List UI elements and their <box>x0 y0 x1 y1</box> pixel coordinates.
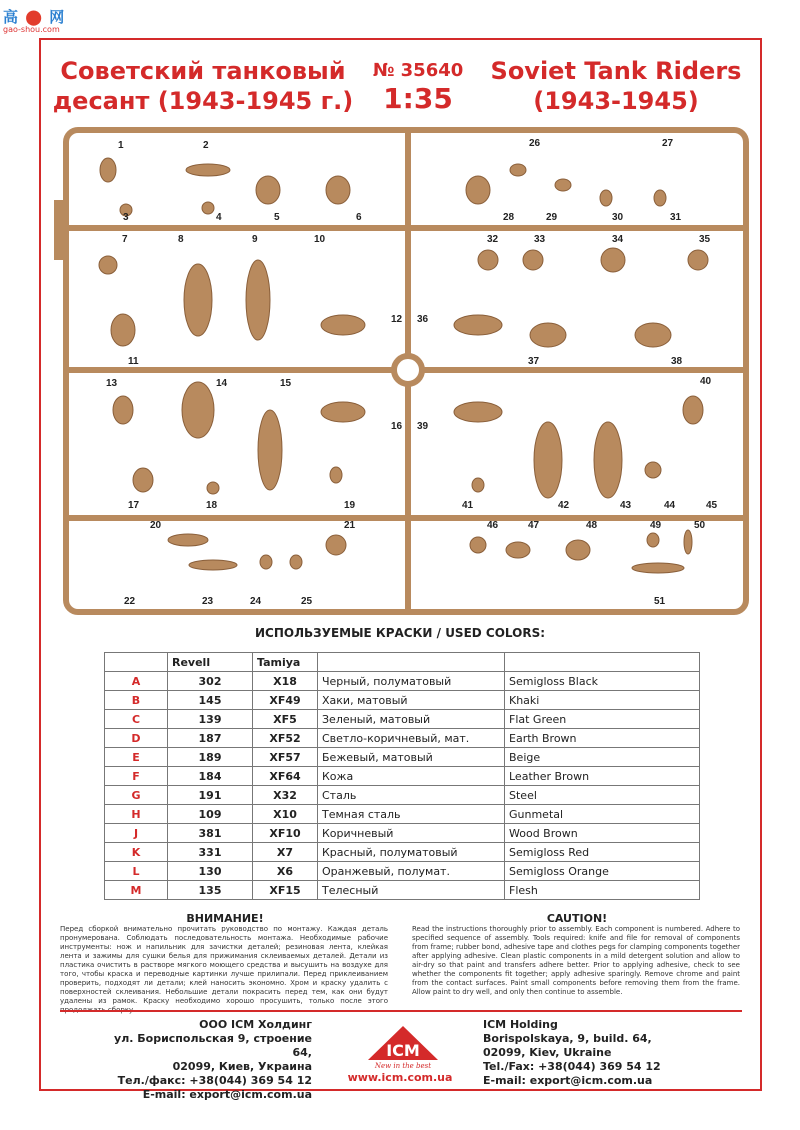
part-number-label: 3 <box>123 212 129 223</box>
part-number-label: 17 <box>128 500 140 511</box>
figure-part <box>645 462 661 478</box>
part-number-label: 7 <box>122 234 128 245</box>
color-cell-en: Earth Brown <box>505 729 700 748</box>
color-cell-tamiya: X6 <box>253 862 318 881</box>
part-number-label: 45 <box>706 500 718 511</box>
part-number-label: 47 <box>528 520 540 531</box>
part-number-label: 46 <box>487 520 499 531</box>
footer-divider <box>60 1010 742 1012</box>
color-cell-tamiya: X32 <box>253 786 318 805</box>
part-number-label: 40 <box>700 376 712 387</box>
figure-part <box>530 323 566 347</box>
color-cell-ru: Зеленый, матовый <box>318 710 505 729</box>
figure-part <box>168 534 208 546</box>
figure-part <box>470 537 486 553</box>
part-number-label: 36 <box>417 314 429 325</box>
color-cell-code: B <box>105 691 168 710</box>
figure-part <box>246 260 270 340</box>
title-ru-line-2: десант (1943-1945 г.) <box>52 87 354 115</box>
color-cell-ru: Телесный <box>318 881 505 900</box>
figure-part <box>186 164 230 176</box>
color-cell-code: F <box>105 767 168 786</box>
color-row <box>105 767 700 786</box>
color-cell-ru: Светло-коричневый, мат. <box>318 729 505 748</box>
figure-part <box>290 555 302 569</box>
part-number-label: 13 <box>106 378 118 389</box>
figure-part <box>472 478 484 492</box>
col-code <box>105 653 168 672</box>
address-en-line: Borispolskaya, 9, build. 64, <box>483 1032 652 1045</box>
sprue-diagram <box>48 120 758 620</box>
color-cell-tamiya: XF5 <box>253 710 318 729</box>
color-cell-tamiya: XF15 <box>253 881 318 900</box>
color-cell-tamiya: X7 <box>253 843 318 862</box>
color-row <box>105 881 700 900</box>
part-number-label: 2 <box>203 140 209 151</box>
address-en-line: Tel./Fax: +38(044) 369 54 12 <box>483 1060 661 1073</box>
figure-part <box>454 315 502 335</box>
color-cell-code: C <box>105 710 168 729</box>
part-number-label: 43 <box>620 500 632 511</box>
figure-part <box>566 540 590 560</box>
part-number-label: 12 <box>391 314 403 325</box>
color-cell-code: D <box>105 729 168 748</box>
title-ru-line-1: Советский танковый <box>60 57 346 85</box>
figure-part <box>594 422 622 498</box>
website-link[interactable]: www.icm.com.ua <box>347 1071 453 1084</box>
figure-part <box>133 468 153 492</box>
address-ru-line: ООО ICM Холдинг <box>199 1018 312 1031</box>
ru-caution-text: Перед сборкой внимательно прочитать руководство по монтажу. Каждая деталь пронумерована. Соблюдать последовательность монтажа. Необходимые рабочие инструменты: нож и напильник для зачистки деталей; резиновая лента, клейкая лента и зажимы для сушки белья для прижимания склеиваемых деталей. Детали из пластика очистить в растворе мягкого моющего средства и высушить на воздухе для того, чтобы краска и переводные картинки лучше прилипали. Перед приклеиванием проверить, подходят ли детали; клей наносить экономно. Хром и краску удалить с поверхностей склеивания. Небольшие детали покрасить перед тем, как они будут удалены из рамок. Краску необходимо хорошо просушить, только после этого <box>60 925 388 1005</box>
part-number-label: 8 <box>178 234 184 245</box>
figure-part <box>207 482 219 494</box>
sprue-center-ring <box>394 356 422 384</box>
en-caution-title: CAUTION! <box>546 912 608 925</box>
part-number-label: 5 <box>274 212 280 223</box>
part-number-label: 42 <box>558 500 570 511</box>
part-number-label: 34 <box>612 234 624 245</box>
color-row <box>105 786 700 805</box>
part-number-label: 39 <box>417 421 429 432</box>
color-cell-revell: 145 <box>168 691 253 710</box>
en-caution-text: Read the instructions thoroughly prior to assembly. Each component is numbered. Adhere to specified sequence of assembly. Tools required: knife and file for removal of components from frame; rubber bond, adhesive tape and clothes pegs for clamping components together after applying adhesive. Clean plastic components in a mild detergent solution and allow to air-dry so that paint and transfers adhere better. Prior to applying adhesive, check to see whether the components fit together; apply adhesive sparingly. Remove chrome and paint from the contact surfaces. Paint small components before removing them from the frame. Allow paint to dry well, and only then continue to assemble. <box>412 925 740 996</box>
color-cell-code: H <box>105 805 168 824</box>
col-en <box>505 653 700 672</box>
figure-part <box>683 396 703 424</box>
part-number-label: 38 <box>671 356 683 367</box>
color-cell-revell: 109 <box>168 805 253 824</box>
part-number-label: 1 <box>118 140 124 151</box>
part-number-label: 21 <box>344 520 356 531</box>
figure-part <box>632 563 684 573</box>
figure-part <box>99 256 117 274</box>
color-cell-code: G <box>105 786 168 805</box>
color-cell-tamiya: X10 <box>253 805 318 824</box>
part-number-label: 25 <box>301 596 313 607</box>
color-cell-code: E <box>105 748 168 767</box>
col-tamiya: Tamiya <box>253 653 318 672</box>
address-en-line: E-mail: export@icm.com.ua <box>483 1074 653 1087</box>
watermark-char-1: 高 <box>3 8 20 26</box>
color-cell-code: A <box>105 672 168 691</box>
figure-part <box>321 402 365 422</box>
color-cell-revell: 302 <box>168 672 253 691</box>
icm-logo <box>358 1020 448 1070</box>
part-number-label: 9 <box>252 234 258 245</box>
part-number-label: 31 <box>670 212 682 223</box>
part-number-label: 29 <box>546 212 558 223</box>
title-russian <box>48 56 358 116</box>
figure-part <box>600 190 612 206</box>
color-cell-en: Steel <box>505 786 700 805</box>
part-number-label: 50 <box>694 520 706 531</box>
color-cell-ru: Хаки, матовый <box>318 691 505 710</box>
part-number-label: 26 <box>529 138 541 149</box>
title-en-line-2: (1943-1945) <box>533 87 699 115</box>
title-english <box>482 56 750 116</box>
part-number-label: 28 <box>503 212 515 223</box>
col-revell: Revell <box>168 653 253 672</box>
figure-part <box>258 410 282 490</box>
color-cell-en: Semigloss Orange <box>505 862 700 881</box>
color-cell-tamiya: XF10 <box>253 824 318 843</box>
part-number-label: 24 <box>250 596 262 607</box>
color-cell-en: Gunmetal <box>505 805 700 824</box>
color-row <box>105 748 700 767</box>
figure-part <box>184 264 212 336</box>
figure-part <box>189 560 237 570</box>
color-cell-tamiya: XF57 <box>253 748 318 767</box>
figure-part <box>555 179 571 191</box>
figure-part <box>684 530 692 554</box>
color-cell-revell: 135 <box>168 881 253 900</box>
part-number-label: 6 <box>356 212 362 223</box>
color-cell-tamiya: X18 <box>253 672 318 691</box>
part-number-label: 16 <box>391 421 403 432</box>
part-number-label: 19 <box>344 500 356 511</box>
figure-part <box>635 323 671 347</box>
part-number-label: 22 <box>124 596 136 607</box>
address-ru-line: Тел./факс: +38(044) 369 54 12 <box>117 1074 312 1087</box>
part-number-label: 11 <box>128 356 139 367</box>
part-number-label: 4 <box>216 212 222 223</box>
figure-part <box>466 176 490 204</box>
part-number-label: 30 <box>612 212 624 223</box>
color-cell-en: Beige <box>505 748 700 767</box>
figure-part <box>182 382 214 438</box>
figure-part <box>534 422 562 498</box>
color-row <box>105 710 700 729</box>
color-cell-code: L <box>105 862 168 881</box>
color-cell-revell: 331 <box>168 843 253 862</box>
figure-part <box>326 535 346 555</box>
color-cell-en: Flesh <box>505 881 700 900</box>
watermark-char-2: 网 <box>49 8 66 26</box>
color-cell-ru: Коричневый <box>318 824 505 843</box>
figure-part <box>601 248 625 272</box>
catalog-number: № 35640 <box>372 60 464 81</box>
color-cell-revell: 189 <box>168 748 253 767</box>
color-cell-ru: Оранжевый, полумат. <box>318 862 505 881</box>
scale-label: 1:35 <box>383 82 453 115</box>
color-cell-en: Semigloss Black <box>505 672 700 691</box>
colors-table <box>104 652 700 900</box>
figure-part <box>202 202 214 214</box>
figure-part <box>321 315 365 335</box>
part-number-label: 48 <box>586 520 598 531</box>
color-cell-ru: Бежевый, матовый <box>318 748 505 767</box>
figure-part <box>654 190 666 206</box>
logo-text: ICM <box>386 1041 420 1060</box>
figure-part <box>506 542 530 558</box>
address-ru-line: ул. Бориспольская 9, строение 64, <box>114 1032 312 1059</box>
colors-title: ИСПОЛЬЗУЕМЫЕ КРАСКИ / USED COLORS: <box>254 626 546 640</box>
address-en-line: ICM Holding <box>483 1018 558 1031</box>
sprue-tab <box>54 200 66 260</box>
part-number-label: 18 <box>206 500 218 511</box>
address-russian <box>100 1018 312 1102</box>
figure-part <box>100 158 116 182</box>
color-cell-code: J <box>105 824 168 843</box>
color-cell-en: Khaki <box>505 691 700 710</box>
color-row <box>105 729 700 748</box>
color-cell-revell: 191 <box>168 786 253 805</box>
color-cell-revell: 187 <box>168 729 253 748</box>
title-en-line-1: Soviet Tank Riders <box>490 57 742 85</box>
figure-part <box>256 176 280 204</box>
color-cell-code: M <box>105 881 168 900</box>
color-cell-revell: 184 <box>168 767 253 786</box>
figure-part <box>647 533 659 547</box>
figure-part <box>454 402 502 422</box>
figure-part <box>260 555 272 569</box>
color-cell-revell: 139 <box>168 710 253 729</box>
color-cell-ru: Сталь <box>318 786 505 805</box>
part-number-label: 49 <box>650 520 662 531</box>
part-number-label: 15 <box>280 378 292 389</box>
color-row <box>105 843 700 862</box>
color-cell-ru: Черный, полуматовый <box>318 672 505 691</box>
color-row <box>105 805 700 824</box>
part-number-label: 37 <box>528 356 540 367</box>
color-row <box>105 824 700 843</box>
color-cell-en: Flat Green <box>505 710 700 729</box>
part-number-label: 20 <box>150 520 162 531</box>
figure-part <box>326 176 350 204</box>
part-number-label: 23 <box>202 596 214 607</box>
figure-part <box>478 250 498 270</box>
figure-part <box>523 250 543 270</box>
address-en-line: 02099, Kiev, Ukraine <box>483 1046 612 1059</box>
ru-caution-title: ВНИМАНИЕ! <box>186 912 264 925</box>
part-number-label: 44 <box>664 500 676 511</box>
part-number-label: 41 <box>462 500 474 511</box>
colors-header-row <box>105 653 700 672</box>
color-cell-code: K <box>105 843 168 862</box>
address-ru-line: 02099, Киев, Украина <box>172 1060 312 1073</box>
logo-tagline: New in the best <box>374 1062 432 1070</box>
address-english <box>483 1018 703 1088</box>
color-cell-en: Leather Brown <box>505 767 700 786</box>
part-number-label: 51 <box>654 596 666 607</box>
color-cell-ru: Красный, полуматовый <box>318 843 505 862</box>
part-number-label: 35 <box>699 234 711 245</box>
figure-part <box>510 164 526 176</box>
color-cell-en: Semigloss Red <box>505 843 700 862</box>
color-cell-ru: Кожа <box>318 767 505 786</box>
figure-part <box>688 250 708 270</box>
color-cell-revell: 381 <box>168 824 253 843</box>
figure-part <box>111 314 135 346</box>
part-number-label: 33 <box>534 234 546 245</box>
watermark-url: gao-shou.com <box>3 25 60 34</box>
col-ru <box>318 653 505 672</box>
part-number-label: 10 <box>314 234 326 245</box>
part-number-label: 27 <box>662 138 674 149</box>
watermark <box>3 6 69 36</box>
watermark-logo-icon: ⬤ <box>25 8 44 26</box>
color-cell-ru: Темная сталь <box>318 805 505 824</box>
figure-part <box>330 467 342 483</box>
color-cell-tamiya: XF64 <box>253 767 318 786</box>
figure-part <box>113 396 133 424</box>
color-cell-en: Wood Brown <box>505 824 700 843</box>
color-cell-tamiya: XF52 <box>253 729 318 748</box>
color-cell-tamiya: XF49 <box>253 691 318 710</box>
part-number-label: 14 <box>216 378 228 389</box>
part-number-label: 32 <box>487 234 499 245</box>
color-cell-revell: 130 <box>168 862 253 881</box>
color-row <box>105 862 700 881</box>
color-row <box>105 691 700 710</box>
color-row <box>105 672 700 691</box>
address-ru-line: E-mail: export@icm.com.ua <box>142 1088 312 1101</box>
